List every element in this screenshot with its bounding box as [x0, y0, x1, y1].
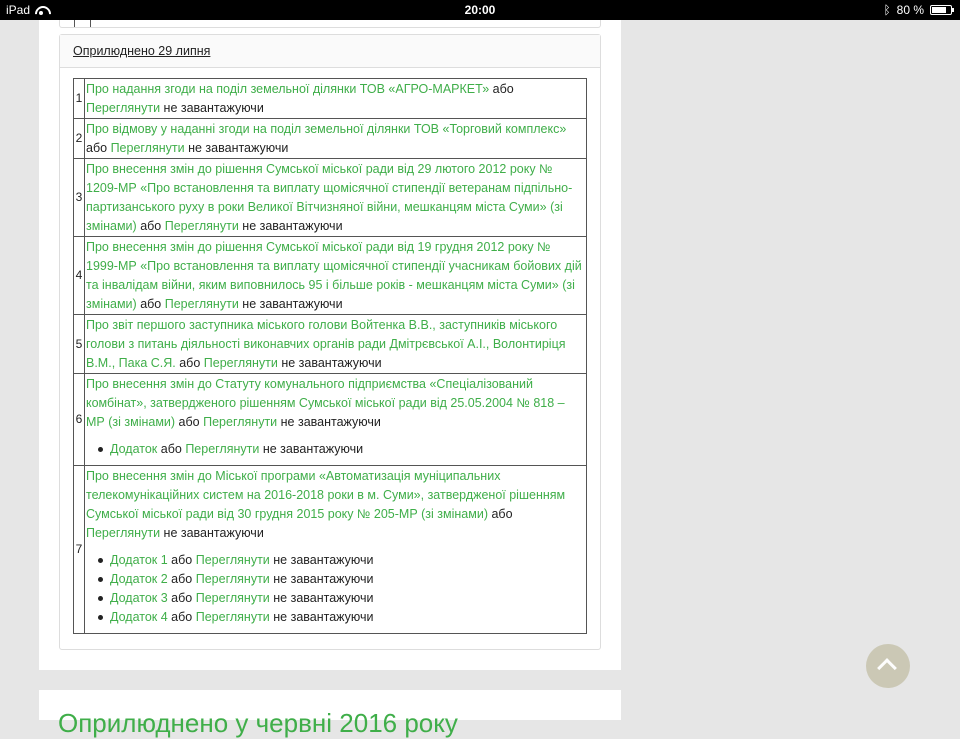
no-download-label: не завантажуючи	[281, 356, 382, 370]
view-link[interactable]: Переглянути	[195, 572, 270, 586]
no-download-label: не завантажуючи	[242, 297, 343, 311]
no-download-label: не завантажуючи	[163, 526, 264, 540]
or-label: або	[86, 141, 108, 155]
row-number: 7	[74, 466, 85, 634]
or-label: або	[140, 219, 162, 233]
battery-percent: 80 %	[896, 3, 924, 17]
row-number: 1	[74, 79, 85, 119]
document-entry	[86, 119, 584, 158]
row-content	[85, 315, 587, 374]
attachment-link[interactable]: Додаток 3	[110, 591, 168, 605]
attachment-link[interactable]: Додаток 4	[110, 610, 168, 624]
next-section-card	[39, 690, 621, 738]
or-label: або	[171, 572, 193, 586]
document-entry	[86, 237, 584, 314]
clock: 20:00	[464, 3, 496, 17]
battery-icon	[930, 5, 952, 15]
panel-heading-label[interactable]: Оприлюднено 29 липня	[73, 44, 211, 58]
list-item	[94, 608, 584, 627]
row-number: 6	[74, 374, 85, 466]
row-content	[85, 237, 587, 315]
table-row	[74, 159, 587, 237]
content-card	[39, 20, 621, 670]
document-entry	[86, 79, 584, 118]
list-item	[94, 551, 584, 570]
no-download-label: не завантажуючи	[242, 219, 343, 233]
no-download-label: не завантажуючи	[163, 101, 264, 115]
row-number: 3	[74, 159, 85, 237]
row-content	[85, 119, 587, 159]
documents-table	[73, 78, 587, 634]
document-link[interactable]: Про внесення змін до Міської програми «Автоматизація муніципальних телекомунікаційних систем на 2016-2018 роки в м. Суми», затвердженої рішенням Сумської міської ради від 30 грудня 2015 року № 205-МР (зі змінами)	[86, 469, 566, 521]
view-link[interactable]: Переглянути	[203, 415, 278, 429]
row-content	[85, 374, 587, 466]
row-content	[85, 159, 587, 237]
view-link[interactable]: Переглянути	[164, 219, 239, 233]
or-label: або	[171, 610, 193, 624]
previous-table-edge	[74, 20, 588, 21]
view-link[interactable]: Переглянути	[86, 526, 161, 540]
list-item	[94, 440, 584, 459]
row-number: 2	[74, 119, 85, 159]
no-download-label: не завантажуючи	[273, 572, 374, 586]
document-entry	[86, 374, 584, 432]
or-label: або	[178, 415, 200, 429]
bluetooth-icon: ᛒ	[883, 3, 891, 17]
document-link[interactable]: Про внесення змін до рішення Сумської міської ради від 29 лютого 2012 року № 1209-МР «Про встановлення та виплату щомісячної стипендії ветеранам підпільно-партизанського руху в роки Великої Вітчизняної війни, мешканцям міста Суми» (зі змінами)	[86, 162, 573, 233]
no-download-label: не завантажуючи	[273, 610, 374, 624]
row-content	[85, 466, 587, 634]
view-link[interactable]: Переглянути	[203, 356, 278, 370]
attachment-link[interactable]: Додаток 1	[110, 553, 168, 567]
row-number: 4	[74, 237, 85, 315]
document-link[interactable]: Про відмову у наданні згоди на поділ земельної ділянки ТОВ «Торговий комплекс»	[86, 122, 567, 136]
or-label: або	[171, 553, 193, 567]
no-download-label: не завантажуючи	[280, 415, 381, 429]
view-link[interactable]: Переглянути	[110, 141, 185, 155]
document-link[interactable]: Про звіт першого заступника міського голови Войтенка В.В., заступників міського голови з питань діяльності виконавчих органів ради Дмітрєвської А.І., Волонтиріця В.М., Пака С.Я.	[86, 318, 566, 370]
or-label: або	[171, 591, 193, 605]
or-label: або	[160, 442, 182, 456]
documents-panel	[59, 34, 601, 650]
view-link[interactable]: Переглянути	[195, 553, 270, 567]
attachments-list	[86, 440, 584, 459]
document-link[interactable]: Про внесення змін до рішення Сумської міської ради від 19 грудня 2012 року № 1999-МР «Про встановлення та виплату щомісячної стипендії учасникам бойових дій та інвалідам війни, яким виповнилось 95 і більше років - мешканцям міста Суми» (зі змінами)	[86, 240, 582, 311]
section-title[interactable]: Оприлюднено у червні 2016 року	[58, 708, 458, 738]
table-row	[74, 374, 587, 466]
list-item	[94, 589, 584, 608]
table-row	[74, 466, 587, 634]
document-entry	[86, 315, 584, 373]
panel-heading[interactable]	[60, 35, 600, 68]
or-label: або	[179, 356, 201, 370]
or-label: або	[140, 297, 162, 311]
document-link[interactable]: Про надання згоди на поділ земельної ділянки ТОВ «АГРО-МАРКЕТ»	[86, 82, 490, 96]
view-link[interactable]: Переглянути	[195, 591, 270, 605]
row-content	[85, 79, 587, 119]
no-download-label: не завантажуючи	[273, 591, 374, 605]
document-entry	[86, 159, 584, 236]
view-link[interactable]: Переглянути	[164, 297, 239, 311]
or-label: або	[491, 507, 513, 521]
table-row	[74, 237, 587, 315]
view-link[interactable]: Переглянути	[195, 610, 270, 624]
no-download-label: не завантажуючи	[188, 141, 289, 155]
view-link[interactable]: Переглянути	[185, 442, 260, 456]
view-link[interactable]: Переглянути	[86, 101, 161, 115]
table-row	[74, 79, 587, 119]
document-entry	[86, 466, 584, 543]
row-number: 5	[74, 315, 85, 374]
or-label: або	[492, 82, 514, 96]
battery-fill	[932, 7, 946, 13]
previous-panel-bottom	[59, 20, 601, 28]
table-row	[74, 119, 587, 159]
list-item	[94, 570, 584, 589]
no-download-label: не завантажуючи	[262, 442, 364, 456]
chevron-up-icon	[877, 658, 897, 678]
status-bar	[0, 0, 960, 20]
table-row	[74, 315, 587, 374]
scroll-to-top-button[interactable]	[866, 644, 910, 688]
document-link[interactable]: Про внесення змін до Статуту комунального підприємства «Спеціалізований комбінат», затвердженого рішенням Сумської міської ради від 25.05.2004 № 818 – МР (зі змінами)	[86, 377, 565, 429]
status-right	[883, 3, 952, 17]
device-label: iPad	[6, 3, 31, 17]
no-download-label: не завантажуючи	[273, 553, 374, 567]
attachment-link[interactable]: Додаток	[110, 442, 158, 456]
attachment-link[interactable]: Додаток 2	[110, 572, 168, 586]
attachments-list	[86, 551, 584, 627]
